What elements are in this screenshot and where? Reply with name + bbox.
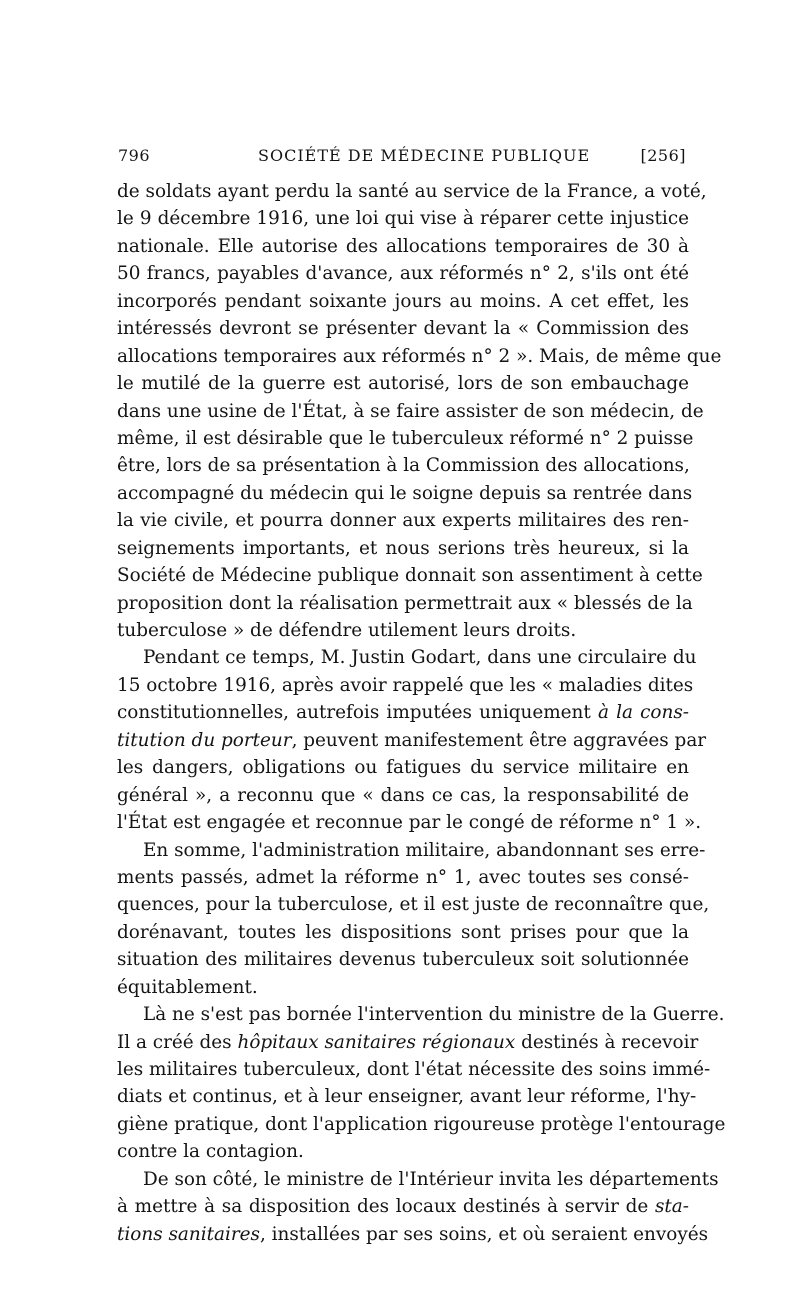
paragraph xyxy=(117,837,710,1002)
line-text: ments passés, admet la réforme n° 1, avec toutes ses consé- xyxy=(117,866,689,888)
text-line xyxy=(117,343,722,370)
text-line xyxy=(117,288,689,315)
text-line xyxy=(117,891,710,918)
paragraph xyxy=(117,1001,726,1166)
text-line xyxy=(117,233,689,260)
line-text: quences, pour la tuberculose, et il est juste de reconnaître que, xyxy=(117,894,710,916)
italic-text: titution du porteur xyxy=(117,729,292,751)
line-text: De son côté, le ministre de l'Intérieur invita les départements xyxy=(143,1168,719,1190)
line-text: Il a créé des xyxy=(117,1031,232,1053)
text-line xyxy=(117,754,689,781)
line-text: à mettre à sa disposition des locaux destinés à servir de xyxy=(117,1196,649,1218)
body-text xyxy=(117,178,726,1248)
line-text: contre la contagion. xyxy=(117,1141,304,1163)
line-text: proposition dont la réalisation permettrait aux « blessés de la xyxy=(117,592,693,614)
text-line xyxy=(117,425,694,452)
line-text: constitutionnelles, autrefois imputées uniquement xyxy=(117,702,591,724)
line-text: de soldats ayant perdu la santé au service de la France, a voté, xyxy=(117,181,707,202)
running-title: SOCIÉTÉ DE MÉDECINE PUBLIQUE xyxy=(258,146,591,165)
italic-text: à la cons- xyxy=(597,702,690,724)
line-text: destinés à recevoir xyxy=(521,1031,699,1053)
text-line xyxy=(117,1056,711,1083)
line-text: accompagné du médecin qui le soigne depuis sa rentrée dans xyxy=(117,482,693,504)
text-line xyxy=(117,178,707,205)
text-line xyxy=(117,617,689,644)
text-line xyxy=(117,672,694,699)
text-line xyxy=(117,946,689,973)
line-text: la vie civile, et pourra donner aux experts militaires des ren- xyxy=(117,510,689,532)
text-line xyxy=(117,398,704,425)
paragraph xyxy=(117,1166,719,1248)
text-line xyxy=(117,205,689,232)
text-line xyxy=(117,315,689,342)
line-text: , installées par ses soins, et où seraient envoyés xyxy=(259,1223,709,1245)
text-line xyxy=(117,507,689,534)
text-line xyxy=(117,1193,689,1220)
line-text: Société de Médecine publique donnait son assentiment à cette xyxy=(117,565,703,587)
line-text: , peuvent manifestement être aggravées par xyxy=(291,729,707,751)
italic-text: hôpitaux sanitaires régionaux xyxy=(237,1031,516,1053)
page-reference: [256] xyxy=(640,146,686,165)
text-line xyxy=(117,1166,719,1193)
line-text: nationale. Elle autorise des allocations temporaires de 30 à xyxy=(117,235,689,257)
line-text: 15 octobre 1916, après avoir rappelé que les « maladies dites xyxy=(117,674,694,696)
line-text: les militaires tuberculeux, dont l'état nécessite des soins immé- xyxy=(117,1059,711,1080)
text-line xyxy=(117,864,689,891)
text-line xyxy=(117,727,707,754)
text-line xyxy=(117,1221,709,1248)
text-line xyxy=(117,590,693,617)
line-text: En somme, l'administration militaire, abandonnant ses erre- xyxy=(143,839,706,861)
line-text: allocations temporaires aux réformés n° 2 ». Mais, de même que xyxy=(117,345,722,367)
text-line xyxy=(117,1111,726,1138)
page-number: 796 xyxy=(118,146,151,165)
text-line xyxy=(117,562,703,589)
text-line xyxy=(117,1001,725,1028)
text-line xyxy=(117,1029,699,1056)
line-text: giène pratique, dont l'application rigoureuse protège l'entourage xyxy=(117,1113,726,1135)
line-text: équitablement. xyxy=(117,976,258,998)
text-line xyxy=(117,644,697,671)
text-line xyxy=(117,535,689,562)
line-text: dorénavant, toutes les dispositions sont prises pour que la xyxy=(117,921,689,943)
text-line xyxy=(117,370,689,397)
text-line xyxy=(117,837,706,864)
line-text: même, il est désirable que le tuberculeux réformé n° 2 puisse xyxy=(117,427,694,449)
line-text: le 9 décembre 1916, une loi qui vise à réparer cette injustice xyxy=(117,208,689,230)
text-line xyxy=(117,1083,697,1110)
line-text: dans une usine de l'État, à se faire assister de son médecin, de xyxy=(117,400,704,422)
line-text: seignements importants, et nous serions très heureux, si la xyxy=(117,537,689,559)
line-text: 50 francs, payables d'avance, aux réformés n° 2, s'ils ont été xyxy=(117,263,689,285)
text-line xyxy=(117,809,702,836)
line-text: l'État est engagée et reconnue par le congé de réforme n° 1 ». xyxy=(117,812,702,834)
line-text: situation des militaires devenus tuberculeux soit solutionnée xyxy=(117,949,689,971)
paragraph xyxy=(117,178,722,644)
line-text: le mutilé de la guerre est autorisé, lors de son embauchage xyxy=(117,373,689,395)
line-text: général », a reconnu que « dans ce cas, la responsabilité de xyxy=(117,784,689,806)
italic-text: sta- xyxy=(654,1196,689,1218)
running-header xyxy=(118,146,686,172)
line-text: diats et continus, et à leur enseigner, avant leur réforme, l'hy- xyxy=(117,1086,697,1108)
italic-text: tions sanitaires xyxy=(117,1223,260,1245)
line-text: être, lors de sa présentation à la Commission des allocations, xyxy=(117,455,690,477)
text-line xyxy=(117,974,689,1001)
paragraph xyxy=(117,644,707,836)
text-line xyxy=(117,1138,689,1165)
line-text: incorporés pendant soixante jours au moins. A cet effet, les xyxy=(117,290,689,312)
text-line xyxy=(117,919,689,946)
line-text: Là ne s'est pas bornée l'intervention du ministre de la Guerre. xyxy=(143,1004,725,1026)
text-line xyxy=(117,452,689,479)
text-line xyxy=(117,260,689,287)
text-line xyxy=(117,782,689,809)
line-text: tuberculose » de défendre utilement leurs droits. xyxy=(117,620,577,641)
line-text: les dangers, obligations ou fatigues du service militaire en xyxy=(117,757,689,779)
line-text: Pendant ce temps, M. Justin Godart, dans une circulaire du xyxy=(143,647,697,669)
text-line xyxy=(117,699,689,726)
text-line xyxy=(117,480,693,507)
line-text: intéressés devront se présenter devant la « Commission des xyxy=(117,318,689,340)
